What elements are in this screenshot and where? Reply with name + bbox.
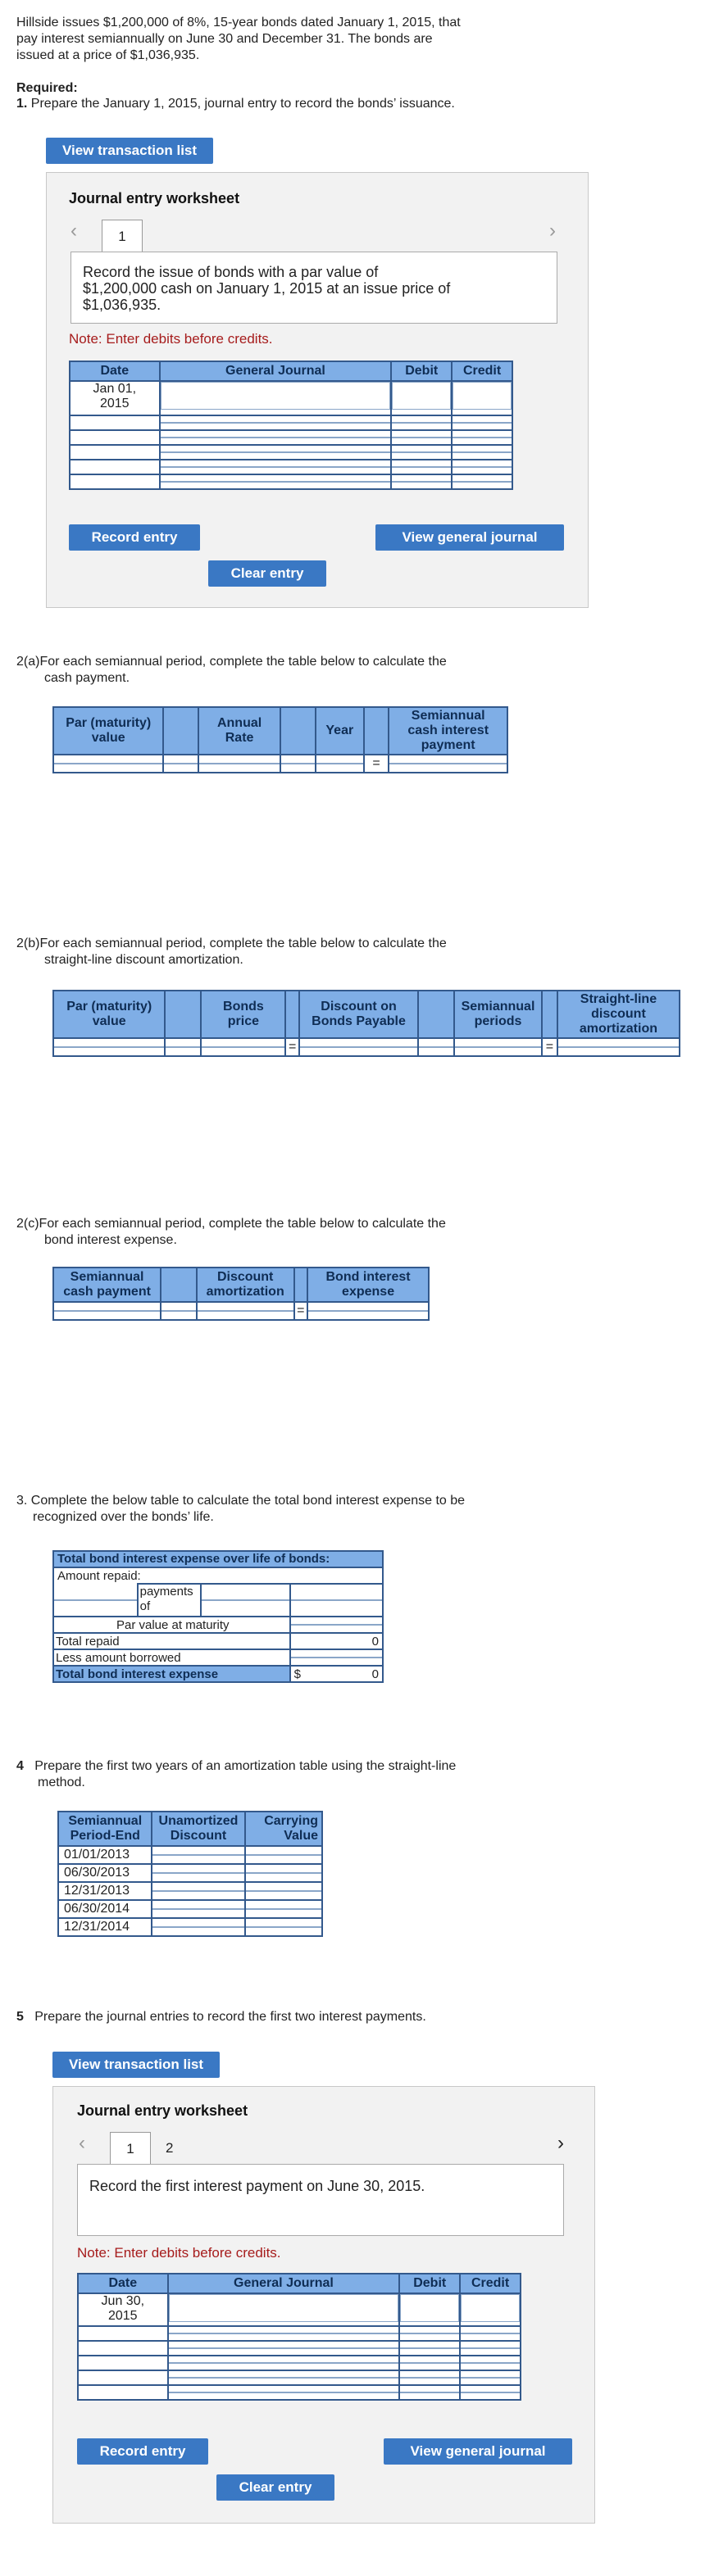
chevron-right-icon[interactable]: › xyxy=(557,2132,564,2154)
debit-header: Debit xyxy=(391,361,452,381)
table-row xyxy=(53,1617,383,1633)
credit-input[interactable] xyxy=(453,382,512,410)
par-at-maturity-label: Par value at maturity xyxy=(53,1617,290,1633)
period-end-date: 12/31/2013 xyxy=(58,1882,152,1900)
intro-line: pay interest semiannually on June 30 and December 31. The bonds are xyxy=(16,32,433,46)
operator-header xyxy=(418,991,454,1038)
chevron-left-icon[interactable]: ‹ xyxy=(79,2132,85,2154)
bonds-price-header xyxy=(201,991,285,1038)
date-cell xyxy=(70,445,160,460)
table-row xyxy=(70,430,512,445)
bonds-price-input[interactable] xyxy=(202,1046,284,1048)
header-line: discount xyxy=(591,1007,646,1021)
transaction-description xyxy=(70,252,557,324)
total-expense-cell xyxy=(290,1666,383,1682)
header-line: cash interest xyxy=(407,723,489,737)
header-line: Straight-line xyxy=(580,992,657,1006)
transaction-description: Record the first interest payment on June 30, 2015. xyxy=(77,2164,564,2236)
date-line: 2015 xyxy=(99,397,130,410)
header-line: amortization xyxy=(206,1285,284,1299)
table-row xyxy=(78,2341,521,2356)
date-header: Date xyxy=(70,361,160,381)
question-line: cash payment. xyxy=(44,671,130,685)
discount-header xyxy=(299,991,418,1038)
worksheet-title: Journal entry worksheet xyxy=(69,190,240,206)
requirement-1 xyxy=(16,96,455,112)
debit-input[interactable] xyxy=(400,2294,459,2322)
date-line: Jan 01, xyxy=(93,382,137,396)
question-3 xyxy=(16,1493,465,1526)
description-line: $1,036,935. xyxy=(83,297,161,313)
interest-expense-table xyxy=(52,1267,430,1321)
problem-statement xyxy=(16,15,461,64)
journal-table xyxy=(77,2273,521,2401)
date-cell xyxy=(78,2370,168,2385)
less-borrowed-label: Less amount borrowed xyxy=(53,1649,290,1666)
date-line: 2015 xyxy=(107,2309,138,2323)
question-line: straight-line discount amortization. xyxy=(44,953,243,967)
credit-input[interactable] xyxy=(453,466,512,468)
table-row xyxy=(53,1633,383,1649)
credit-input[interactable] xyxy=(461,2333,520,2334)
table-row xyxy=(78,2356,521,2370)
par-value-input[interactable] xyxy=(54,1046,164,1048)
debits-credits-note: Note: Enter debits before credits. xyxy=(77,2245,281,2261)
total-repaid-label: Total repaid xyxy=(53,1633,290,1649)
discount-amortization-header xyxy=(197,1268,294,1302)
number-of-payments-input[interactable] xyxy=(54,1599,137,1601)
date-cell xyxy=(70,381,160,415)
discount-input[interactable] xyxy=(300,1046,417,1048)
credit-header: Credit xyxy=(460,2274,521,2293)
bond-interest-expense-header xyxy=(307,1268,429,1302)
date-header: Date xyxy=(78,2274,168,2293)
table-row xyxy=(53,1649,383,1666)
debit-input[interactable] xyxy=(392,437,451,438)
straight-line-input[interactable] xyxy=(558,1046,679,1048)
annual-rate-header xyxy=(198,707,280,755)
header-line: price xyxy=(227,1014,260,1028)
general-journal-header: General Journal xyxy=(168,2274,400,2293)
year-input[interactable] xyxy=(316,763,363,764)
table-row xyxy=(53,1666,383,1682)
date-cell xyxy=(70,474,160,489)
operator-input[interactable] xyxy=(166,1046,200,1048)
carrying-value-input[interactable] xyxy=(246,1872,321,1874)
credit-header: Credit xyxy=(452,361,512,381)
payment-amount-input[interactable] xyxy=(202,1599,289,1601)
table-row xyxy=(58,1900,322,1918)
table-row xyxy=(53,1038,680,1056)
date-cell xyxy=(70,430,160,445)
operator-header xyxy=(280,707,316,755)
cash-payment-table xyxy=(52,706,508,773)
account-input[interactable] xyxy=(169,2392,399,2393)
date-cell xyxy=(78,2293,168,2326)
header-line: Semiannual xyxy=(411,709,485,723)
interest-expense-input[interactable] xyxy=(308,1310,428,1312)
operator-header xyxy=(364,707,389,755)
debit-input[interactable] xyxy=(392,422,451,424)
table-row xyxy=(78,2385,521,2400)
table-row xyxy=(70,381,512,415)
operator-header xyxy=(161,1268,197,1302)
credit-input[interactable] xyxy=(461,2362,520,2364)
table-row xyxy=(53,1584,383,1617)
required-label: Required: xyxy=(16,81,78,95)
carrying-value-input[interactable] xyxy=(246,1890,321,1892)
table-row xyxy=(58,1864,322,1882)
amortization-table xyxy=(57,1811,323,1937)
header-line: cash payment xyxy=(63,1285,151,1299)
question-line: recognized over the bonds’ life. xyxy=(33,1510,214,1524)
table-row xyxy=(58,1846,322,1864)
view-transaction-list-button[interactable]: View transaction list xyxy=(46,138,213,164)
account-input[interactable] xyxy=(169,2333,399,2334)
debit-header: Debit xyxy=(399,2274,460,2293)
total-interest-header: Total bond interest expense over life of bonds: xyxy=(53,1551,383,1567)
date-cell xyxy=(78,2385,168,2400)
unamortized-discount-input[interactable] xyxy=(152,1890,243,1892)
credit-input[interactable] xyxy=(461,2294,520,2322)
question-text: Prepare the first two years of an amortization table using the straight-line xyxy=(34,1759,457,1773)
header-line: Semiannual xyxy=(68,1814,143,1828)
account-input[interactable] xyxy=(161,451,391,453)
table-row xyxy=(53,1302,429,1320)
header-line: Discount xyxy=(216,1270,274,1284)
debit-input[interactable] xyxy=(400,2392,459,2393)
operator-input[interactable] xyxy=(161,1310,196,1312)
debit-input[interactable] xyxy=(392,451,451,453)
account-input[interactable] xyxy=(169,2362,399,2364)
header-line: Period-End xyxy=(70,1829,140,1843)
intro-line: Hillside issues $1,200,000 of 8%, 15-year bonds dated January 1, 2015, that xyxy=(16,16,461,29)
unamortized-discount-input[interactable] xyxy=(152,1854,243,1856)
credit-input[interactable] xyxy=(453,422,512,424)
date-cell xyxy=(70,415,160,430)
account-input[interactable] xyxy=(161,437,391,438)
date-line: Jun 30, xyxy=(101,2294,145,2308)
operator-header xyxy=(294,1268,308,1302)
clear-entry-button[interactable]: Clear entry xyxy=(208,560,326,587)
amount-repaid-label: Amount repaid: xyxy=(53,1567,383,1584)
description-line: Record the issue of bonds with a par value of xyxy=(83,264,379,280)
total-expense-value: 0 xyxy=(371,1667,379,1681)
table-row xyxy=(53,1567,383,1584)
table-row xyxy=(78,2370,521,2385)
semiannual-cash-header xyxy=(389,707,507,755)
tab-2[interactable]: 2 xyxy=(166,2140,174,2156)
description-line: $1,200,000 cash on January 1, 2015 at an issue price of xyxy=(83,280,451,297)
worksheet-title: Journal entry worksheet xyxy=(77,2102,248,2119)
currency-symbol: $ xyxy=(293,1667,301,1681)
credit-input[interactable] xyxy=(453,451,512,453)
carrying-value-header xyxy=(245,1812,322,1846)
cash-payment-input[interactable] xyxy=(54,1310,160,1312)
header-line: Bond interest xyxy=(325,1270,411,1284)
table-row xyxy=(70,445,512,460)
operator-input[interactable] xyxy=(164,763,198,764)
account-input[interactable] xyxy=(161,481,391,483)
operator-input[interactable] xyxy=(419,1046,453,1048)
question-4 xyxy=(16,1758,456,1791)
debit-input[interactable] xyxy=(400,2347,459,2349)
unamortized-discount-input[interactable] xyxy=(152,1872,243,1874)
chevron-right-icon[interactable]: › xyxy=(549,220,556,242)
question-line: 2(b)For each semiannual period, complete the table below to calculate the xyxy=(16,937,447,950)
operator-input[interactable] xyxy=(281,763,315,764)
operator-header xyxy=(165,991,201,1038)
question-line: 2(a)For each semiannual period, complete the table below to calculate the xyxy=(16,655,447,669)
account-input[interactable] xyxy=(169,2377,399,2379)
header-line: payment xyxy=(421,738,475,752)
header-line: Bonds Payable xyxy=(312,1014,406,1028)
date-cell xyxy=(78,2356,168,2370)
period-end-date: 12/31/2014 xyxy=(58,1918,152,1936)
table-row xyxy=(53,755,507,773)
semiannual-cash-payment-header xyxy=(53,1268,161,1302)
requirement-text: Prepare the January 1, 2015, journal entry to record the bonds’ issuance. xyxy=(30,97,455,111)
debit-input[interactable] xyxy=(400,2377,459,2379)
table-row xyxy=(78,2326,521,2341)
table-row xyxy=(58,1918,322,1936)
unamortized-discount-input[interactable] xyxy=(152,1908,243,1910)
period-end-header xyxy=(58,1812,152,1846)
intro-line: issued at a price of $1,036,935. xyxy=(16,48,200,62)
record-entry-button[interactable]: Record entry xyxy=(69,524,200,551)
period-end-date: 01/01/2013 xyxy=(58,1846,152,1864)
straight-line-header xyxy=(557,991,680,1038)
debits-credits-note: Note: Enter debits before credits. xyxy=(69,331,273,347)
semiannual-cash-input[interactable] xyxy=(389,763,507,764)
table-row xyxy=(78,2293,521,2326)
date-cell xyxy=(78,2341,168,2356)
view-general-journal-button[interactable]: View general journal xyxy=(384,2438,572,2465)
journal-table xyxy=(69,361,513,490)
question-text: Prepare the journal entries to record the first two interest payments. xyxy=(34,2010,426,2024)
equals-sign: = xyxy=(542,1038,557,1056)
account-input[interactable] xyxy=(161,382,391,410)
header-line: value xyxy=(92,1014,126,1028)
header-line: Par (maturity) xyxy=(66,716,152,730)
question-number: 5 xyxy=(16,2010,24,2024)
table-row xyxy=(70,460,512,474)
record-entry-button[interactable]: Record entry xyxy=(77,2438,208,2465)
header-line: periods xyxy=(474,1014,522,1028)
header-line: Carrying xyxy=(264,1814,318,1828)
header-line: Discount xyxy=(170,1829,227,1843)
credit-input[interactable] xyxy=(461,2347,520,2349)
credit-input[interactable] xyxy=(461,2392,520,2393)
total-expense-label: Total bond interest expense xyxy=(53,1666,290,1682)
discount-amortization-input[interactable] xyxy=(198,1310,293,1312)
total-interest-table xyxy=(52,1550,384,1683)
clear-entry-button[interactable]: Clear entry xyxy=(216,2474,334,2501)
debit-input[interactable] xyxy=(400,2333,459,2334)
par-value-input[interactable] xyxy=(54,763,162,764)
table-row xyxy=(58,1882,322,1900)
header-line: Value xyxy=(284,1829,318,1843)
total-repaid-value: 0 xyxy=(290,1633,383,1649)
question-2b xyxy=(16,936,447,968)
operator-header xyxy=(285,991,299,1038)
credit-input[interactable] xyxy=(453,481,512,483)
header-line: Semiannual xyxy=(70,1270,144,1284)
payments-of-label xyxy=(138,1584,201,1617)
question-2c xyxy=(16,1216,446,1249)
table-row xyxy=(70,415,512,430)
par-value-header xyxy=(53,707,163,755)
debit-input[interactable] xyxy=(392,382,451,410)
view-transaction-list-button[interactable]: View transaction list xyxy=(52,2052,220,2078)
debit-input[interactable] xyxy=(392,481,451,483)
credit-input[interactable] xyxy=(453,437,512,438)
operator-header xyxy=(542,991,557,1038)
header-line: expense xyxy=(342,1285,395,1299)
header-line: Rate xyxy=(225,731,254,745)
view-general-journal-button[interactable]: View general journal xyxy=(375,524,564,551)
carrying-value-input[interactable] xyxy=(246,1908,321,1910)
header-line: Discount on xyxy=(321,1000,397,1014)
year-header: Year xyxy=(316,707,364,755)
question-line: 3. Complete the below table to calculate the total bond interest expense to be xyxy=(16,1494,466,1508)
account-input[interactable] xyxy=(161,422,391,424)
par-value-header xyxy=(53,991,165,1038)
tab-1[interactable]: 1 xyxy=(102,220,143,253)
chevron-left-icon[interactable]: ‹ xyxy=(70,220,77,242)
debit-input[interactable] xyxy=(400,2362,459,2364)
semiannual-periods-input[interactable] xyxy=(455,1046,541,1048)
unamortized-discount-header xyxy=(152,1812,244,1846)
carrying-value-input[interactable] xyxy=(246,1926,321,1928)
operator-header xyxy=(163,707,198,755)
header-line: Unamortized xyxy=(158,1814,239,1828)
header-line: Par (maturity) xyxy=(66,1000,152,1014)
account-input[interactable] xyxy=(169,2294,399,2322)
payments-total-input[interactable] xyxy=(291,1599,382,1601)
header-line: value xyxy=(91,731,125,745)
label-line: of xyxy=(139,1599,151,1613)
equals-sign: = xyxy=(285,1038,299,1056)
header-line: Annual xyxy=(216,716,262,730)
date-cell xyxy=(78,2326,168,2341)
header-line: amortization xyxy=(579,1022,657,1036)
annual-rate-input[interactable] xyxy=(199,763,280,764)
question-number: 4 xyxy=(16,1759,24,1773)
general-journal-header: General Journal xyxy=(160,361,392,381)
question-line: 2(c)For each semiannual period, complete the table below to calculate the xyxy=(16,1217,446,1231)
par-at-maturity-input[interactable] xyxy=(291,1624,382,1626)
credit-input[interactable] xyxy=(461,2377,520,2379)
period-end-date: 06/30/2013 xyxy=(58,1864,152,1882)
question-line: bond interest expense. xyxy=(44,1233,177,1247)
question-5 xyxy=(16,2009,426,2025)
period-end-date: 06/30/2014 xyxy=(58,1900,152,1918)
question-line-1 xyxy=(16,1758,456,1775)
account-input[interactable] xyxy=(161,466,391,468)
semiannual-periods-header xyxy=(454,991,542,1038)
date-cell xyxy=(70,460,160,474)
discount-amortization-table xyxy=(52,990,680,1057)
debit-input[interactable] xyxy=(392,466,451,468)
carrying-value-input[interactable] xyxy=(246,1854,321,1856)
label-line: payments xyxy=(139,1585,193,1599)
question-2a xyxy=(16,654,447,687)
header-line: Semiannual xyxy=(461,1000,535,1014)
equals-sign: = xyxy=(294,1302,308,1320)
amount-borrowed-input[interactable] xyxy=(291,1657,382,1658)
equals-sign: = xyxy=(364,755,389,773)
question-line: method. xyxy=(38,1776,85,1789)
unamortized-discount-input[interactable] xyxy=(152,1926,243,1928)
requirement-number: 1. xyxy=(16,97,28,111)
table-row xyxy=(70,474,512,489)
header-line: Bonds xyxy=(223,1000,264,1014)
tab-1[interactable]: 1 xyxy=(110,2132,151,2166)
account-input[interactable] xyxy=(169,2347,399,2349)
